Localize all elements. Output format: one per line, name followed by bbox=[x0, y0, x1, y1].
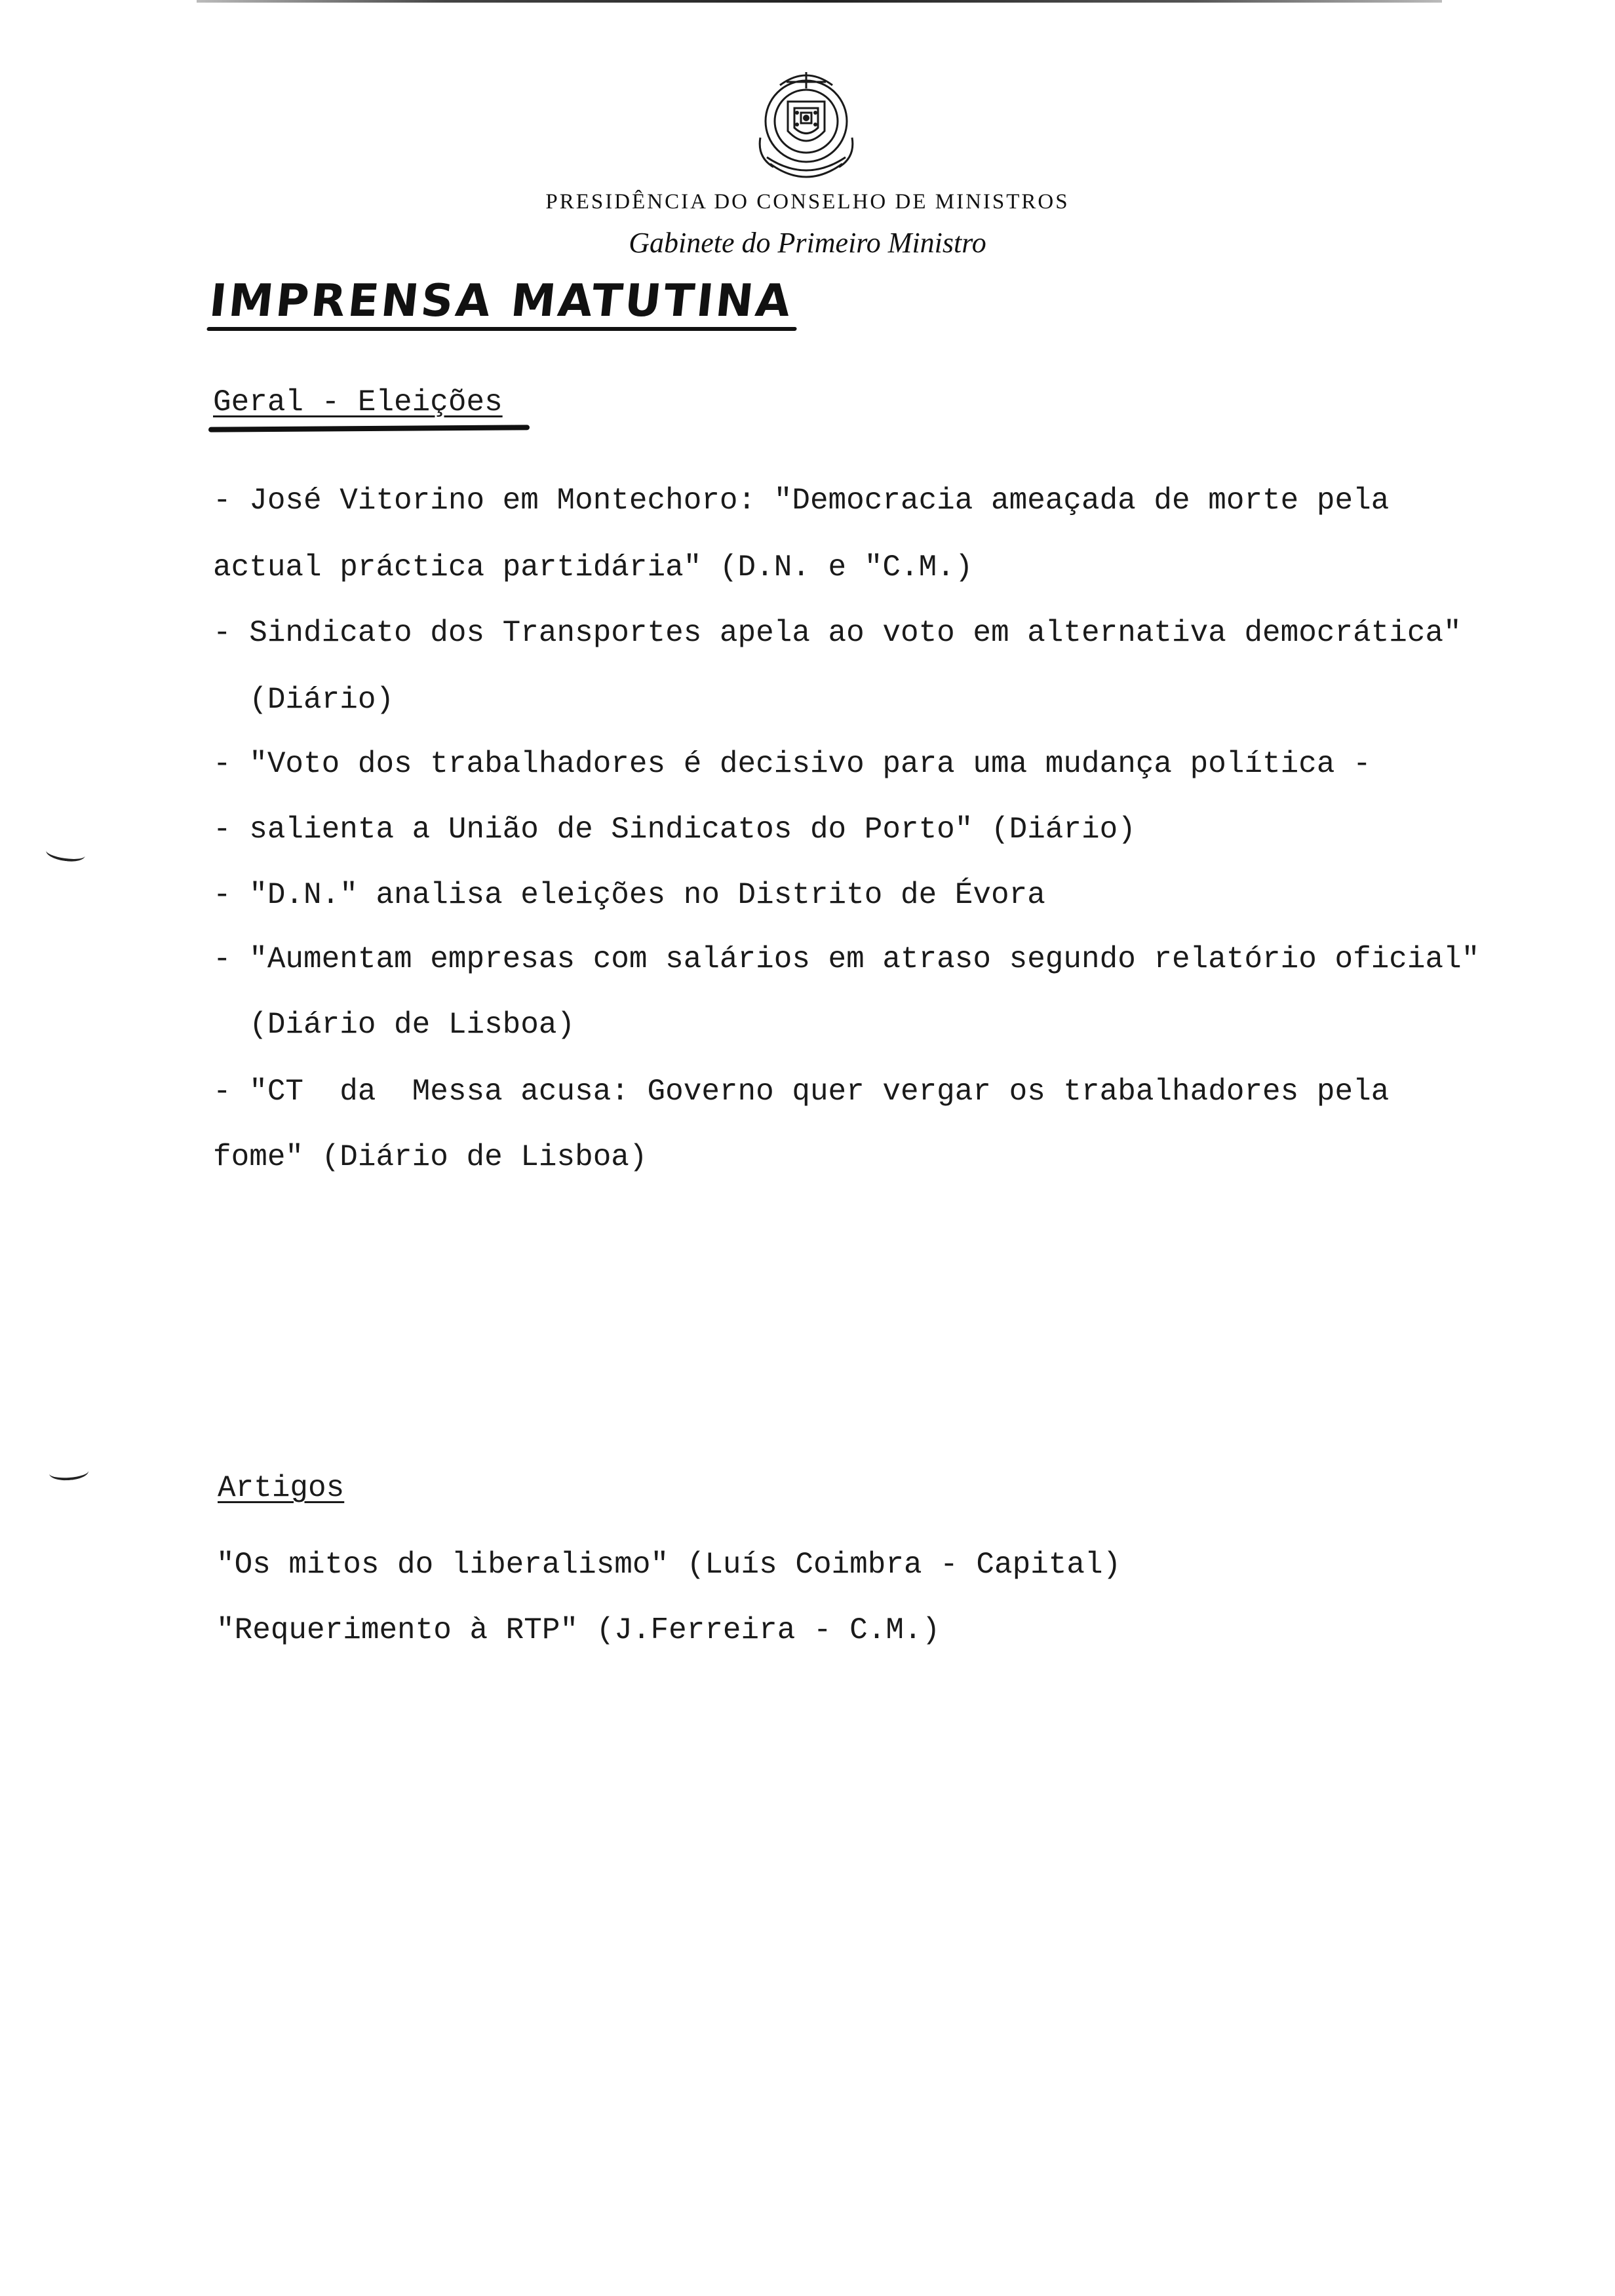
news-line: - José Vitorino em Montechoro: "Democracia ameaçada de morte pela bbox=[213, 484, 1390, 518]
top-edge-rule bbox=[197, 0, 1442, 3]
handwritten-underline bbox=[208, 425, 530, 432]
news-line: (Diário de Lisboa) bbox=[213, 1008, 575, 1042]
article-line: "Os mitos do liberalismo" (Luís Coimbra - Capital) bbox=[216, 1548, 1121, 1582]
news-line: actual práctica partidária" (D.N. e "C.M.) bbox=[213, 550, 973, 584]
letterhead-office-signature: Gabinete do Primeiro Ministro bbox=[629, 227, 986, 259]
news-line: - Sindicato dos Transportes apela ao voto em alternativa democrática" bbox=[213, 616, 1462, 650]
news-line: - "D.N." analisa eleições no Distrito de Évora bbox=[213, 878, 1045, 912]
news-line: - "CT da Messa acusa: Governo quer vergar os trabalhadores pela bbox=[213, 1075, 1390, 1109]
margin-mark bbox=[49, 1463, 89, 1482]
news-line: - "Aumentam empresas com salários em atraso segundo relatório oficial" bbox=[213, 942, 1480, 976]
coat-of-arms-seal bbox=[741, 59, 872, 190]
news-line: - "Voto dos trabalhadores é decisivo para uma mudança política - bbox=[213, 747, 1371, 781]
news-line: (Diário) bbox=[213, 683, 395, 717]
article-line: "Requerimento à RTP" (J.Ferreira - C.M.) bbox=[216, 1613, 941, 1647]
section-heading-geral: Geral - Eleições bbox=[213, 385, 503, 419]
section-heading-artigos: Artigos bbox=[218, 1471, 345, 1505]
news-line: - salienta a União de Sindicatos do Porto" (Diário) bbox=[213, 813, 1136, 847]
margin-mark bbox=[45, 843, 87, 864]
handwritten-title: IMPRENSA MATUTINA bbox=[206, 275, 796, 327]
news-line: fome" (Diário de Lisboa) bbox=[213, 1140, 648, 1174]
letterhead-organization: PRESIDÊNCIA DO CONSELHO DE MINISTROS bbox=[545, 190, 1070, 214]
